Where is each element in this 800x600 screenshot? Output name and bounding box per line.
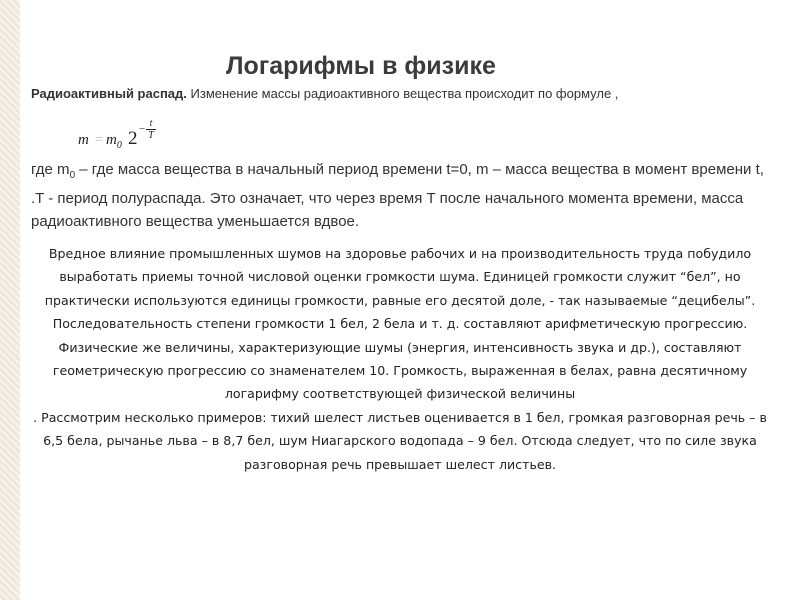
formula-exp-numerator: t	[146, 118, 156, 130]
para1-rest: – где масса вещества в начальный период времени t=0, m – масса вещества в момент времени t, .T - период полураспада. Это означает, что через время T после начального момента времени, масса радиоактивного вещества уменьшается вдвое.	[31, 161, 764, 230]
formula-m0-base: m	[106, 132, 117, 148]
formula-m0-sub: 0	[116, 140, 122, 151]
intro-heading: Радиоактивный распад.	[31, 86, 187, 101]
decay-formula	[76, 118, 196, 158]
intro-text: Изменение массы радиоактивного вещества происходит по формуле ,	[186, 86, 619, 101]
page-title: Логарифмы в физике	[226, 52, 496, 80]
formula-equals: =	[94, 132, 105, 148]
intro-line	[31, 86, 791, 101]
para1-start: где m	[31, 161, 70, 178]
para1-sub: 0	[69, 170, 76, 181]
decay-explanation	[31, 158, 771, 233]
formula-exponent	[146, 118, 156, 142]
noise-text-1: Вредное влияние промышленных шумов на здоровье рабочих и на производительность труда побудило выработать приемы точной числовой оценки громкости шума. Единицей громкости служит “бел”, но практически используются единицы громкости, равные его десятой доле, - так называемые “децибелы”. Последовательность степени громкости 1 бел, 2 бела и т. д. составляют арифметическую прогрессию. Физические же величины, характеризующие шумы (энергия, интенсивность звука и др.), составляют геометрическую прогрессию со знаменателем 10. Громкость, выраженная в белах, равна десятичному логарифму соответствующей физической величины	[44, 246, 756, 402]
noise-text-2: . Рассмотрим несколько примеров: тихий шелест листьев оценивается в 1 бел, громкая разговорная речь – в 6,5 бела, рычанье льва – в 8,7 бел, шум Ниагарского водопада – 9 бел. Отсюда следует, что по силе звука разговорная речь превышает шелест листьев.	[33, 409, 767, 472]
formula-m: m	[78, 132, 89, 148]
formula-exp-denominator: T	[148, 130, 154, 141]
decorative-stripe	[0, 0, 20, 600]
formula-minus: −	[139, 123, 146, 135]
formula-m0	[106, 132, 122, 151]
formula-base: 2	[128, 128, 138, 149]
noise-paragraph	[28, 242, 772, 476]
